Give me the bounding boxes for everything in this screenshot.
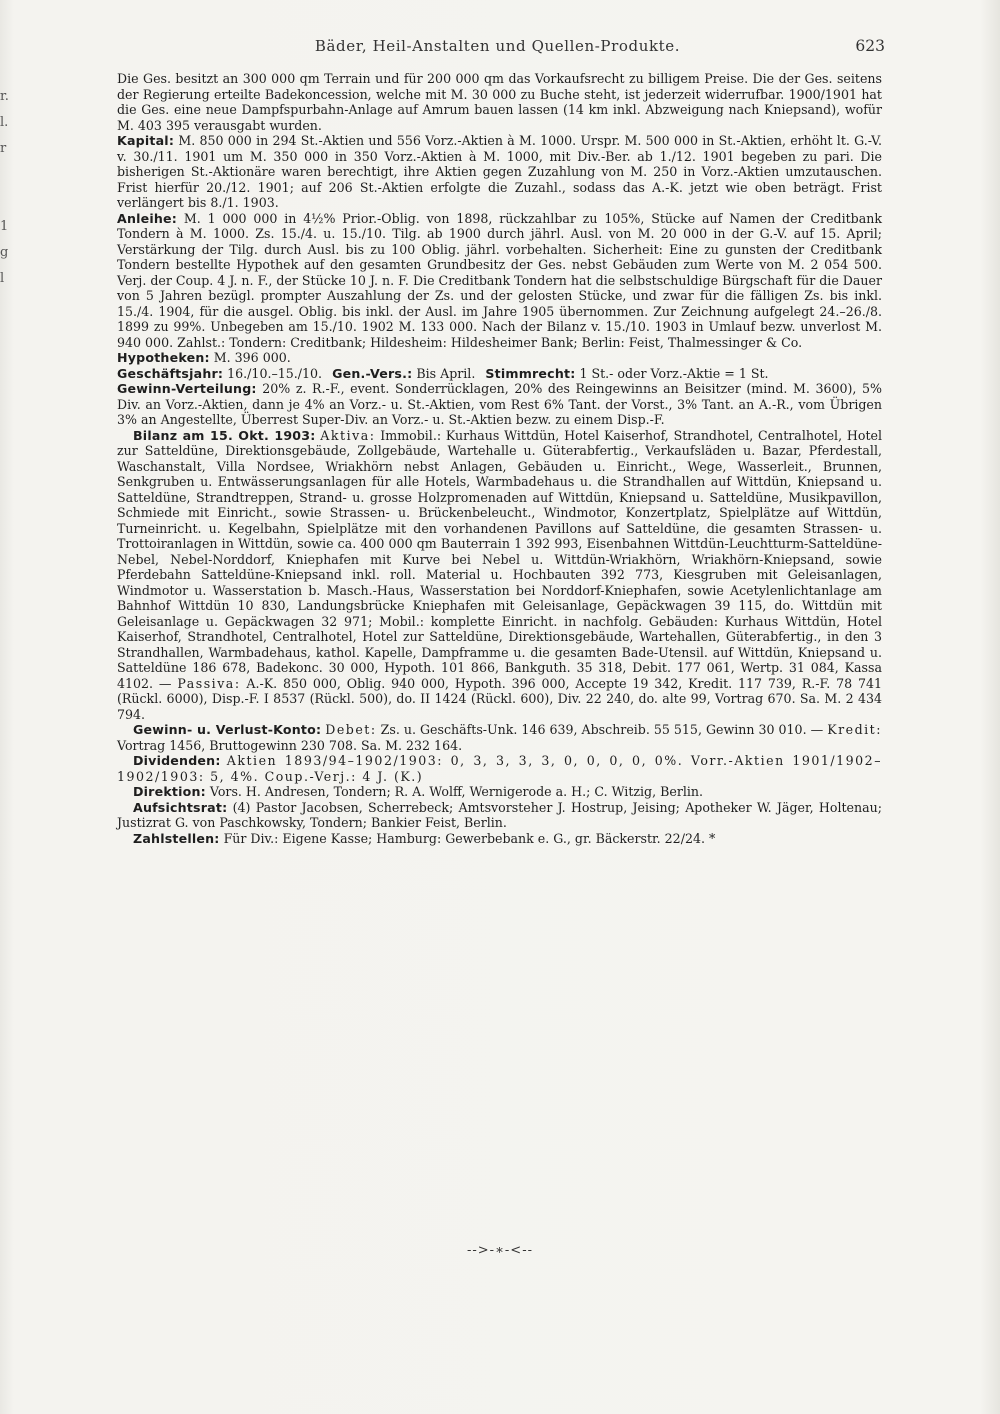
dividenden-entry	[117, 753, 882, 784]
gewinnverteilung-label: Gewinn-Verteilung:	[117, 381, 257, 396]
bilanz-passiva-label: Passiva:	[177, 675, 241, 691]
bilanz-label: Bilanz am 15. Okt. 1903:	[133, 427, 316, 443]
bilanz-aktiva-text: Immobil.: Kurhaus Wittdün, Hotel Kaiserhof, Strandhotel, Centralhotel, Hotel zur Satteldüne, Direktionsgebäude, Zollgebäude, Wartehalle u. Güterabfertig., Verkaufsläden u. Bazar, Pferdestall, Waschanstalt, Villa Nordsee, Wriakhörn nebst Anlagen, Gebäuden u. Einricht., Wege, Wasserleit., Brunnen, Senkgruben u. Entwässerungsanlagen für alle Hotels, Warmbadehaus u. die Strandhallen auf Wittdün, Kniepsand u. Satteldüne, Strandtreppen, Strand- u. grosse Holzpromenaden auf Wittdün, Kniepsand u. Satteldüne, Musikpavillon, Schmiede mit Einricht., sowie Strassen- u. Brückenbeleucht., Windmotor, Konzertplatz, Spielplätze auf Wittdün, Turneinricht. u. Kegelbahn, Spielplätze mit den vorhandenen Pavillons auf Satteldüne, die gesamten Strassen- u. Trottoiranlagen in Wittdün, sowie ca. 400 000 qm Bauterrain 1 392 993, Eisenbahnen Wittdün-Leuchtturm-Satteldüne-Nebel, Nebel-Norddorf, Kniephafen mit Kurve bei Nebel u. Wittdün-Wriakhörn, Wriakhörn-Kniepsand, sowie Pferdebahn Satteldüne-Kniepsand inkl. roll. Material u. Hochbauten 392 773, Kiesgruben mit Geleisanlagen, Windmotor u. Wasserstation b. Masch.-Haus, Wasserstation bei Norddorf-Kniephafen, sowie Acetylenlichtanlage am Bahnhof Wittdün 10 830, Landungsbrücke Kniephafen mit Geleisanlage, Gepäckwagen 39 115, do. Wittdün mit Geleisanlage u. Gepäckwagen 32 971; Mobil.: komplette Einricht. in nachfolg. Gebäuden: Kurhaus Wittdün, Hotel Kaiserhof, Strandhotel, Centralhotel, Hotel zur Satteldüne, Direktionsgebäude, Wartehallen, Güterabfertig., in den 3 Strandhallen, Warmbadehaus, kathol. Kapelle, Dampframme u. die gesamten Bade-Utensil. auf Wittdün, Kniepsand u. Satteldüne 186 678, Badekonc. 30 000, Hypoth. 101 866, Bankguth. 35 318, Debit. 177 061, Wertp. 31 084, Kassa 4102. —	[117, 427, 882, 691]
left-margin-marks	[0, 84, 12, 292]
kapital-entry	[117, 133, 882, 211]
section-end-ornament: -->-∗-<--	[467, 1243, 533, 1258]
direktion-text: Vors. H. Andresen, Tondern; R. A. Wolff, Wernigerode a. H.; C. Witzig, Berlin.	[209, 784, 704, 799]
gewinnverteilung-text: 20% z. R.-F., event. Sonderrücklagen, 20% des Reingewinns an Beisitzer (mind. M. 3600), 5% Div. an Vorz.-Aktien, dann je 4% an Vorz.- u. St.-Aktien, vom Rest 6% Tant. der Vorst., 3% Tant. an A.-R., vom Übrigen 3% an Angestellte, Überrest Super-Div. an Vorz.- u. St.-Aktien bezw. zu einem Disp.-F.	[117, 381, 882, 427]
direktion-entry	[117, 784, 882, 800]
gewinnverteilung-entry	[117, 381, 882, 428]
hypotheken-text: M. 396 000.	[213, 350, 291, 365]
zahlstellen-text: Für Div.: Eigene Kasse; Hamburg: Gewerbebank e. G., gr. Bäckerstr. 22/24.	[223, 830, 705, 846]
guv-kredit-label: Kredit:	[827, 722, 882, 737]
running-title: Bäder, Heil-Anstalten und Quellen-Produkte.	[314, 37, 681, 55]
margin-mark: l.	[0, 115, 9, 130]
anleihe-label: Anleihe:	[117, 210, 178, 226]
margin-mark: r.	[0, 89, 9, 104]
margin-mark: r	[0, 141, 7, 156]
hypotheken-label: Hypotheken:	[117, 350, 210, 365]
page-header	[110, 37, 885, 57]
zahlstellen-label: Zahlstellen:	[133, 830, 220, 846]
hypotheken-entry	[117, 350, 882, 366]
direktion-label: Direktion:	[133, 784, 206, 799]
bilanz-aktiva-label: Aktiva:	[320, 427, 376, 443]
margin-mark: 1	[0, 219, 9, 234]
page-number: 623	[855, 37, 885, 55]
kapital-label: Kapital:	[117, 133, 175, 148]
aufsichtsrat-entry	[117, 800, 882, 831]
guv-entry	[117, 722, 882, 753]
margin-mark: g	[0, 245, 9, 260]
genvers-text: Bis April.	[416, 365, 476, 381]
geschaeftsjahr-text: 16./10.–15./10.	[227, 365, 323, 381]
zahlstellen-entry	[117, 831, 882, 847]
guv-debet-label: Debet:	[325, 722, 377, 737]
dividenden-label: Dividenden:	[133, 753, 221, 768]
guv-label: Gewinn- u. Verlust-Konto:	[133, 722, 322, 737]
bilanz-entry	[117, 428, 882, 723]
guv-kredit-text: Vortrag 1456, Bruttogewinn 230 708. Sa. M. 232 164.	[117, 737, 463, 753]
aufsichtsrat-text: (4) Pastor Jacobsen, Scherrebeck; Amtsvorsteher J. Hostrup, Jeising; Apotheker W. Jäger, Holtenau; Justizrat G. von Paschkowsky, Tondern; Bankier Feist, Berlin.	[117, 799, 882, 830]
kapital-text: M. 850 000 in 294 St.-Aktien und 556 Vorz.-Aktien à M. 1000. Urspr. M. 500 000 in St.-Aktien, erhöht lt. G.-V. v. 30./11. 1901 um M. 350 000 in 350 Vorz.-Aktien à M. 1000, mit Div.-Ber. ab 1./12. 1901 begeben zu pari. Die bisherigen St.-Aktionäre waren berechtigt, ihre Aktien gegen Zuzahlung von M. 250 in Vorz.-Aktien umzutauschen. Frist hierfür 20./12. 1901; auf 206 St.-Aktien erfolgte die Zuzahl., sodass das A.-K. jetzt wie oben beträgt. Frist verlängert bis 8./1. 1903.	[117, 133, 882, 210]
end-mark: *	[709, 830, 716, 846]
document-body	[117, 71, 882, 846]
guv-debet-text: Zs. u. Geschäfts-Unk. 146 639, Abschreib. 55 515, Gewinn 30 010. —	[380, 722, 824, 737]
dividenden-text: Aktien 1893/94–1902/1903: 0, 3, 3, 3, 3, 0, 0, 0, 0, 0%. Vorr.-Aktien 1901/1902–1902/1903: 5, 4%. Coup.-Verj.: 4 J. (K.)	[117, 753, 882, 784]
margin-mark: l	[0, 271, 5, 286]
geschaeftsjahr-entry	[117, 366, 882, 382]
stimmrecht-label: Stimmrecht:	[485, 365, 576, 381]
aufsichtsrat-label: Aufsichtsrat:	[133, 799, 228, 815]
bilanz-passiva-text: A.-K. 850 000, Oblig. 940 000, Hypoth. 396 000, Accepte 19 342, Kredit. 117 739, R.-F. 78 741 (Rückl. 6000), Disp.-F. I 8537 (Rückl. 500), do. II 1424 (Rückl. 600), Div. 22 240, do. alte 99, Vortrag 670. Sa. M. 2 434 794.	[117, 675, 882, 722]
stimmrecht-text: 1 St.- oder Vorz.-Aktie = 1 St.	[579, 365, 769, 381]
anleihe-entry	[117, 211, 882, 351]
geschaeftsjahr-label: Geschäftsjahr:	[117, 365, 224, 381]
intro-text: Die Ges. besitzt an 300 000 qm Terrain und für 200 000 qm das Vorkaufsrecht zu billigem Preise. Die der Ges. seitens der Regierung erteilte Badekoncession, welche mit M. 30 000 zu Buche steht, ist jederzeit widerrufbar. 1900/1901 hat die Ges. eine neue Dampfspurbahn-Anlage auf Amrum bauen lassen (14 km inkl. Abzweigung nach Kniepsand), wofür M. 403 395 verausgabt wurden.	[117, 71, 882, 133]
genvers-label: Gen.-Vers.:	[332, 365, 413, 381]
intro-paragraph	[117, 71, 882, 133]
anleihe-text: M. 1 000 000 in 4½% Prior.-Oblig. von 1898, rückzahlbar zu 105%, Stücke auf Namen der Creditbank Tondern à M. 1000. Zs. 15./4. u. 15./10. Tilg. ab 1900 durch jährl. Ausl. von M. 20 000 in der G.-V. auf 15. April; Verstärkung der Tilg. durch Ausl. bis zu 100 Oblig. jährl. vorbehalten. Sicherheit: Eine zu gunsten der Creditbank Tondern bestellte Hypothek auf den gesamten Grundbesitz der Ges. nebst Gebäuden zum Werte von M. 2 054 500. Verj. der Coup. 4 J. n. F., der Stücke 10 J. n. F. Die Creditbank Tondern hat die selbstschuldige Bürgschaft für die Dauer von 5 Jahren bezügl. prompter Auszahlung der Zs. und der gelosten Stücke, und zwar für die fälligen Zs. bis inkl. 15./4. 1904, für die ausgel. Oblig. bis inkl. der Ausl. im Jahre 1905 übernommen. Zur Zeichnung aufgelegt 24.–26./8. 1899 zu 99%. Unbegeben am 15./10. 1902 M. 133 000. Nach der Bilanz v. 15./10. 1903 in Umlauf bezw. unverlost M. 940 000. Zahlst.: Tondern: Creditbank; Hildesheim: Hildesheimer Bank; Berlin: Feist, Thalmessinger & Co.	[117, 210, 882, 350]
